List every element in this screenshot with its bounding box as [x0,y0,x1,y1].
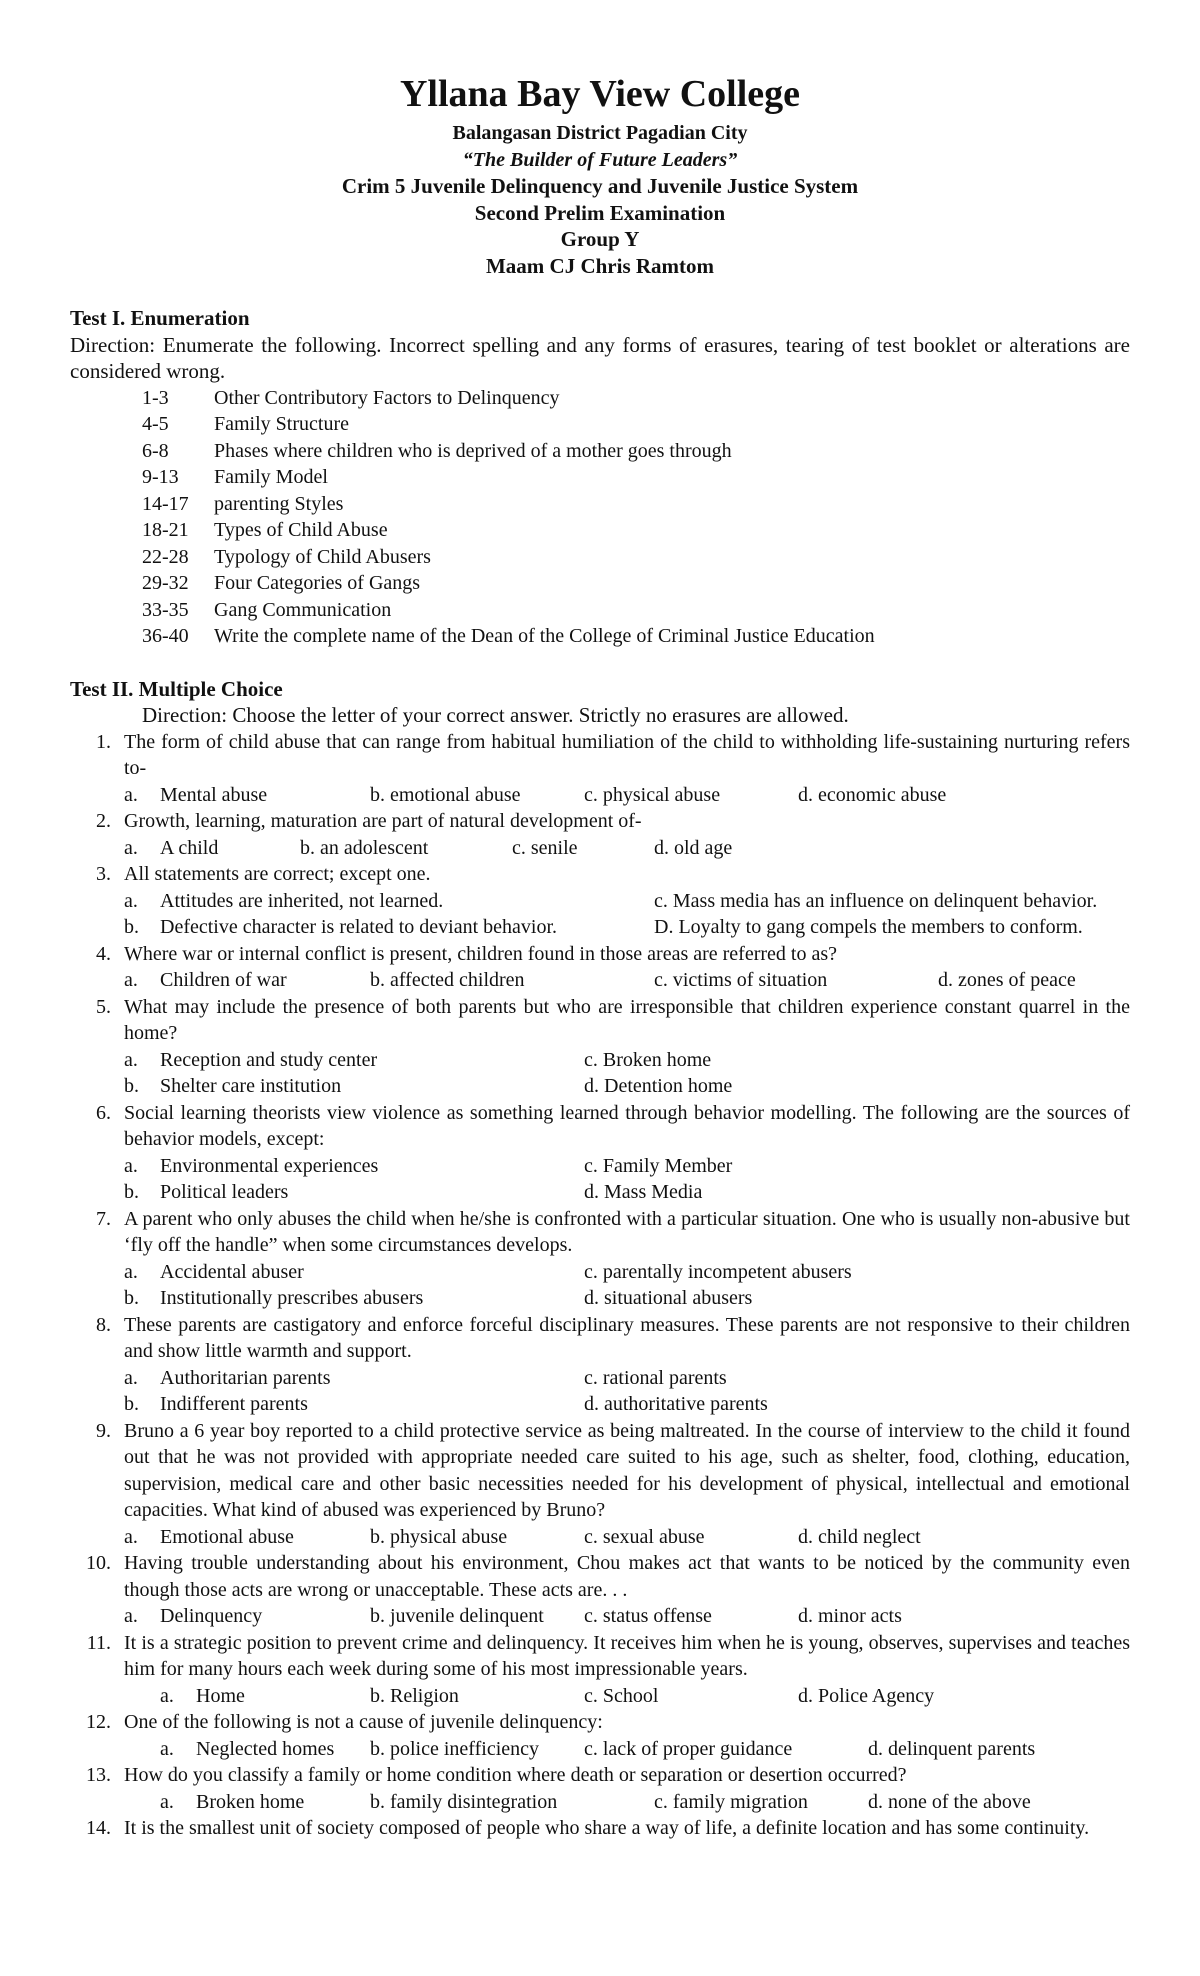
choice-letter: a. [124,889,138,912]
choice-row [124,1736,1130,1763]
choice-letter: a. [124,1366,138,1389]
enum-item [142,570,1130,597]
question-item [70,729,1130,809]
choice-letter: b. [124,1181,139,1203]
question-number: 9. [96,1419,111,1442]
choice-c: c. status offense [584,1605,712,1627]
choice-b [124,1073,584,1100]
question-item [70,808,1130,861]
enum-item [142,438,1130,465]
question-text: A parent who only abuses the child when he/she is confronted with a particular situation. One who is usually non-abusive but ‘fly off the handle” when some circumstances develops. [124,1207,1130,1256]
question-text: It is a strategic position to prevent crime and delinquency. It receives him when he is young, observes, supervises and teaches him for many hours each week during some of his most impressionable years. [124,1631,1130,1680]
enum-text: Phases where children who is deprived of a mother goes through [214,439,732,462]
choice-c: c. sexual abuse [584,1525,705,1548]
choice-text: Attitudes are inherited, not learned. [160,889,444,912]
choice-d: d. economic abuse [798,783,947,806]
question-text: Growth, learning, maturation are part of natural development of- [124,810,642,832]
enum-item [142,385,1130,412]
choice-d: d. delinquent parents [868,1737,1036,1760]
choice-c: c. Broken home [584,1048,712,1071]
question-number: 6. [96,1101,111,1124]
enum-item [142,491,1130,518]
enum-item [142,544,1130,571]
choice-text: Defective character is related to deviant behavior. [160,916,558,938]
choice-letter: b. [124,1075,139,1097]
choice-a [160,1736,370,1763]
college-address: Balangasan District Pagadian City [452,122,748,144]
question-item [70,1815,1130,1842]
question-text: Social learning theorists view violence as something learned through behavior modelling. The following are the sources of behavior models, except: [124,1101,1130,1150]
question-item [70,1630,1130,1710]
choice-row [124,1789,1130,1816]
choice-letter: a. [124,969,138,991]
question-item [70,1312,1130,1418]
enum-number: 1-3 [142,386,169,409]
enum-text: Gang Communication [214,598,392,621]
choice-d: d. Mass Media [584,1181,703,1203]
choice-text: Home [196,1684,245,1707]
enum-number: 36-40 [142,625,189,647]
choice-d: d. minor acts [798,1605,902,1627]
instructor-name: Maam CJ Chris Ramtom [485,253,715,278]
choice-row [124,1073,1130,1100]
choice-letter: a. [124,1154,138,1177]
question-item [70,941,1130,994]
enum-item [142,517,1130,544]
choice-c: c. physical abuse [584,783,721,806]
question-number: 2. [96,810,111,832]
choice-row [124,1524,1130,1551]
enumeration-list [70,385,1130,650]
choice-a [124,1603,370,1630]
question-number: 13. [86,1764,111,1786]
choice-text: Indifferent parents [160,1393,308,1415]
choice-row [124,1391,1130,1418]
choice-row [124,1365,1130,1392]
choice-d: d. situational abusers [584,1287,753,1309]
exam-title: Second Prelim Examination [474,200,726,225]
choice-row [124,835,1130,862]
choice-row [124,1683,1130,1710]
question-number: 10. [86,1552,111,1574]
question-number: 4. [96,942,111,965]
choice-c: c. senile [512,836,578,859]
choice-letter: a. [124,1260,138,1283]
question-number: 14. [86,1817,111,1839]
test2-direction: Direction: Choose the letter of your correct answer. Strictly no erasures are allowed. [142,703,849,727]
choice-row [124,1285,1130,1312]
question-number: 12. [86,1711,111,1733]
choice-b: b. an adolescent [300,836,429,859]
course-title: Crim 5 Juvenile Delinquency and Juvenile Justice System [341,174,859,198]
choice-text: Accidental abuser [160,1260,304,1283]
choice-a [124,1524,370,1551]
enum-number: 29-32 [142,572,189,594]
choice-a [160,1683,370,1710]
enum-text: Typology of Child Abusers [214,545,431,568]
question-text: How do you classify a family or home condition where death or separation or desertion occurred? [124,1764,907,1786]
choice-c: c. Mass media has an influence on delinquent behavior. [654,889,1098,912]
question-item [70,1550,1130,1630]
choice-text: Environmental experiences [160,1154,379,1177]
choice-text: Emotional abuse [160,1525,294,1548]
choice-letter: b. [124,1393,139,1415]
choice-row [124,1179,1130,1206]
question-item [70,1100,1130,1206]
choice-text: Children of war [160,969,287,991]
question-text: All statements are correct; except one. [124,863,431,885]
enum-number: 14-17 [142,492,189,515]
choice-b [124,1285,584,1312]
enum-text: Family Model [214,466,328,488]
choice-letter: a. [160,1790,174,1813]
question-text: Where war or internal conflict is present, children found in those areas are referred to as? [124,942,838,965]
question-number: 7. [96,1207,111,1230]
question-text: One of the following is not a cause of juvenile delinquency: [124,1711,603,1733]
choice-row [124,888,1130,915]
choice-b: b. emotional abuse [370,783,521,806]
college-motto: “The Builder of Future Leaders” [462,148,738,171]
question-number: 11. [86,1631,111,1654]
choice-c: c. Family Member [584,1154,733,1177]
choice-a [124,1047,584,1074]
choice-a [124,967,370,994]
test1-title: Test I. Enumeration [70,306,250,330]
group-label: Group Y [560,227,640,251]
choice-row [124,1153,1130,1180]
enum-text: parenting Styles [214,492,344,515]
choice-text: Delinquency [160,1605,263,1627]
exam-header [70,72,1130,279]
choice-a [124,888,654,915]
choice-letter: a. [160,1737,174,1760]
choice-letter: a. [160,1684,174,1707]
choice-text: Authoritarian parents [160,1366,331,1389]
question-item [70,1206,1130,1312]
question-item [70,994,1130,1100]
test1-direction: Direction: Enumerate the following. Incorrect spelling and any forms of erasures, tearing of test booklet or alterations are considered wrong. [70,332,1130,383]
choice-b: b. juvenile delinquent [370,1605,544,1627]
choice-row [124,914,1130,941]
question-number: 1. [96,730,111,753]
enum-number: 6-8 [142,439,169,462]
choice-text: Institutionally prescribes abusers [160,1287,424,1309]
choice-letter: a. [124,836,138,859]
choice-a [124,835,300,862]
choice-d: d. old age [654,836,733,859]
choice-letter: a. [124,1605,138,1627]
question-item [70,1418,1130,1551]
choice-text: Neglected homes [196,1737,335,1760]
choice-c: c. parentally incompetent abusers [584,1260,852,1283]
choice-c: c. rational parents [584,1366,727,1389]
choice-letter: a. [124,783,138,806]
choice-c: c. victims of situation [654,969,828,991]
question-text: Having trouble understanding about his environment, Chou makes act that wants to be noticed by the community even though those acts are wrong or unacceptable. These acts are. . . [124,1552,1130,1601]
choice-a [124,782,370,809]
enum-text: Types of Child Abuse [214,519,388,541]
question-number: 3. [96,863,111,885]
choice-text: Shelter care institution [160,1075,342,1097]
choice-text: Broken home [196,1790,305,1813]
enum-text: Other Contributory Factors to Delinquency [214,386,560,409]
choice-row [124,782,1130,809]
choice-a [124,1153,584,1180]
choice-text: Reception and study center [160,1048,378,1071]
choice-c: c. family migration [654,1790,808,1813]
choice-b: b. Religion [370,1684,459,1707]
choice-row [124,1047,1130,1074]
choice-b [124,1179,584,1206]
choice-d: d. child neglect [798,1525,921,1548]
choice-c: c. lack of proper guidance [584,1737,793,1760]
choice-d: d. authoritative parents [584,1393,768,1415]
choice-d: D. Loyalty to gang compels the members to conform. [654,916,1083,938]
choice-letter: a. [124,1048,138,1071]
choice-b: b. police inefficiency [370,1737,540,1760]
choice-d: d. Detention home [584,1075,733,1097]
choice-letter: b. [124,1287,139,1309]
question-item [70,1762,1130,1815]
question-list [70,729,1130,1842]
choice-d: d. zones of peace [938,969,1076,991]
question-item [70,861,1130,941]
choice-b: b. family disintegration [370,1790,558,1813]
enum-text: Four Categories of Gangs [214,572,421,594]
question-number: 5. [96,995,111,1018]
choice-letter: b. [124,916,139,938]
choice-text: Political leaders [160,1181,289,1203]
enum-item [142,623,1130,650]
question-text: The form of child abuse that can range from habitual humiliation of the child to withholding life-sustaining nurturing refers to- [124,730,1130,779]
choice-text: A child [160,836,219,859]
choice-a [160,1789,370,1816]
question-text: Bruno a 6 year boy reported to a child protective service as being maltreated. In the course of interview to the child it found out that he was not provided with appropriate needed care suited to his age, such as shelter, food, clothing, education, supervision, medical care and other basic necessities needed for his development of physical, intellectual and emotional capacities. What kind of abused was experienced by Bruno? [124,1419,1130,1521]
question-text: What may include the presence of both parents but who are irresponsible that children experience constant quarrel in the home? [124,995,1130,1044]
enum-number: 18-21 [142,519,189,541]
choice-b: b. affected children [370,969,525,991]
enum-text: Family Structure [214,413,349,435]
enum-number: 33-35 [142,598,189,621]
enum-item [142,597,1130,624]
choice-d: d. none of the above [868,1790,1031,1813]
choice-row [124,1603,1130,1630]
enum-item [142,464,1130,491]
enum-text: Write the complete name of the Dean of the College of Criminal Justice Education [214,625,875,647]
college-name: Yllana Bay View College [399,73,801,115]
enum-item [142,411,1130,438]
choice-text: Mental abuse [160,783,268,806]
enum-number: 4-5 [142,413,169,435]
choice-d: d. Police Agency [798,1684,935,1707]
test2-title: Test II. Multiple Choice [70,676,283,701]
choice-row [124,967,1130,994]
question-text: These parents are castigatory and enforce forceful disciplinary measures. These parents are not responsive to their children and show little warmth and support. [124,1313,1130,1362]
choice-b: b. physical abuse [370,1525,508,1548]
question-number: 8. [96,1313,111,1336]
choice-letter: a. [124,1525,138,1548]
choice-a [124,1365,584,1392]
choice-b [124,1391,584,1418]
question-text: It is the smallest unit of society composed of people who share a way of life, a definite location and has some continuity. [124,1817,1090,1839]
choice-c: c. School [584,1684,659,1707]
choice-a [124,1259,584,1286]
question-item [70,1709,1130,1762]
choice-row [124,1259,1130,1286]
choice-b [124,914,654,941]
enum-number: 22-28 [142,545,189,568]
enum-number: 9-13 [142,466,179,488]
